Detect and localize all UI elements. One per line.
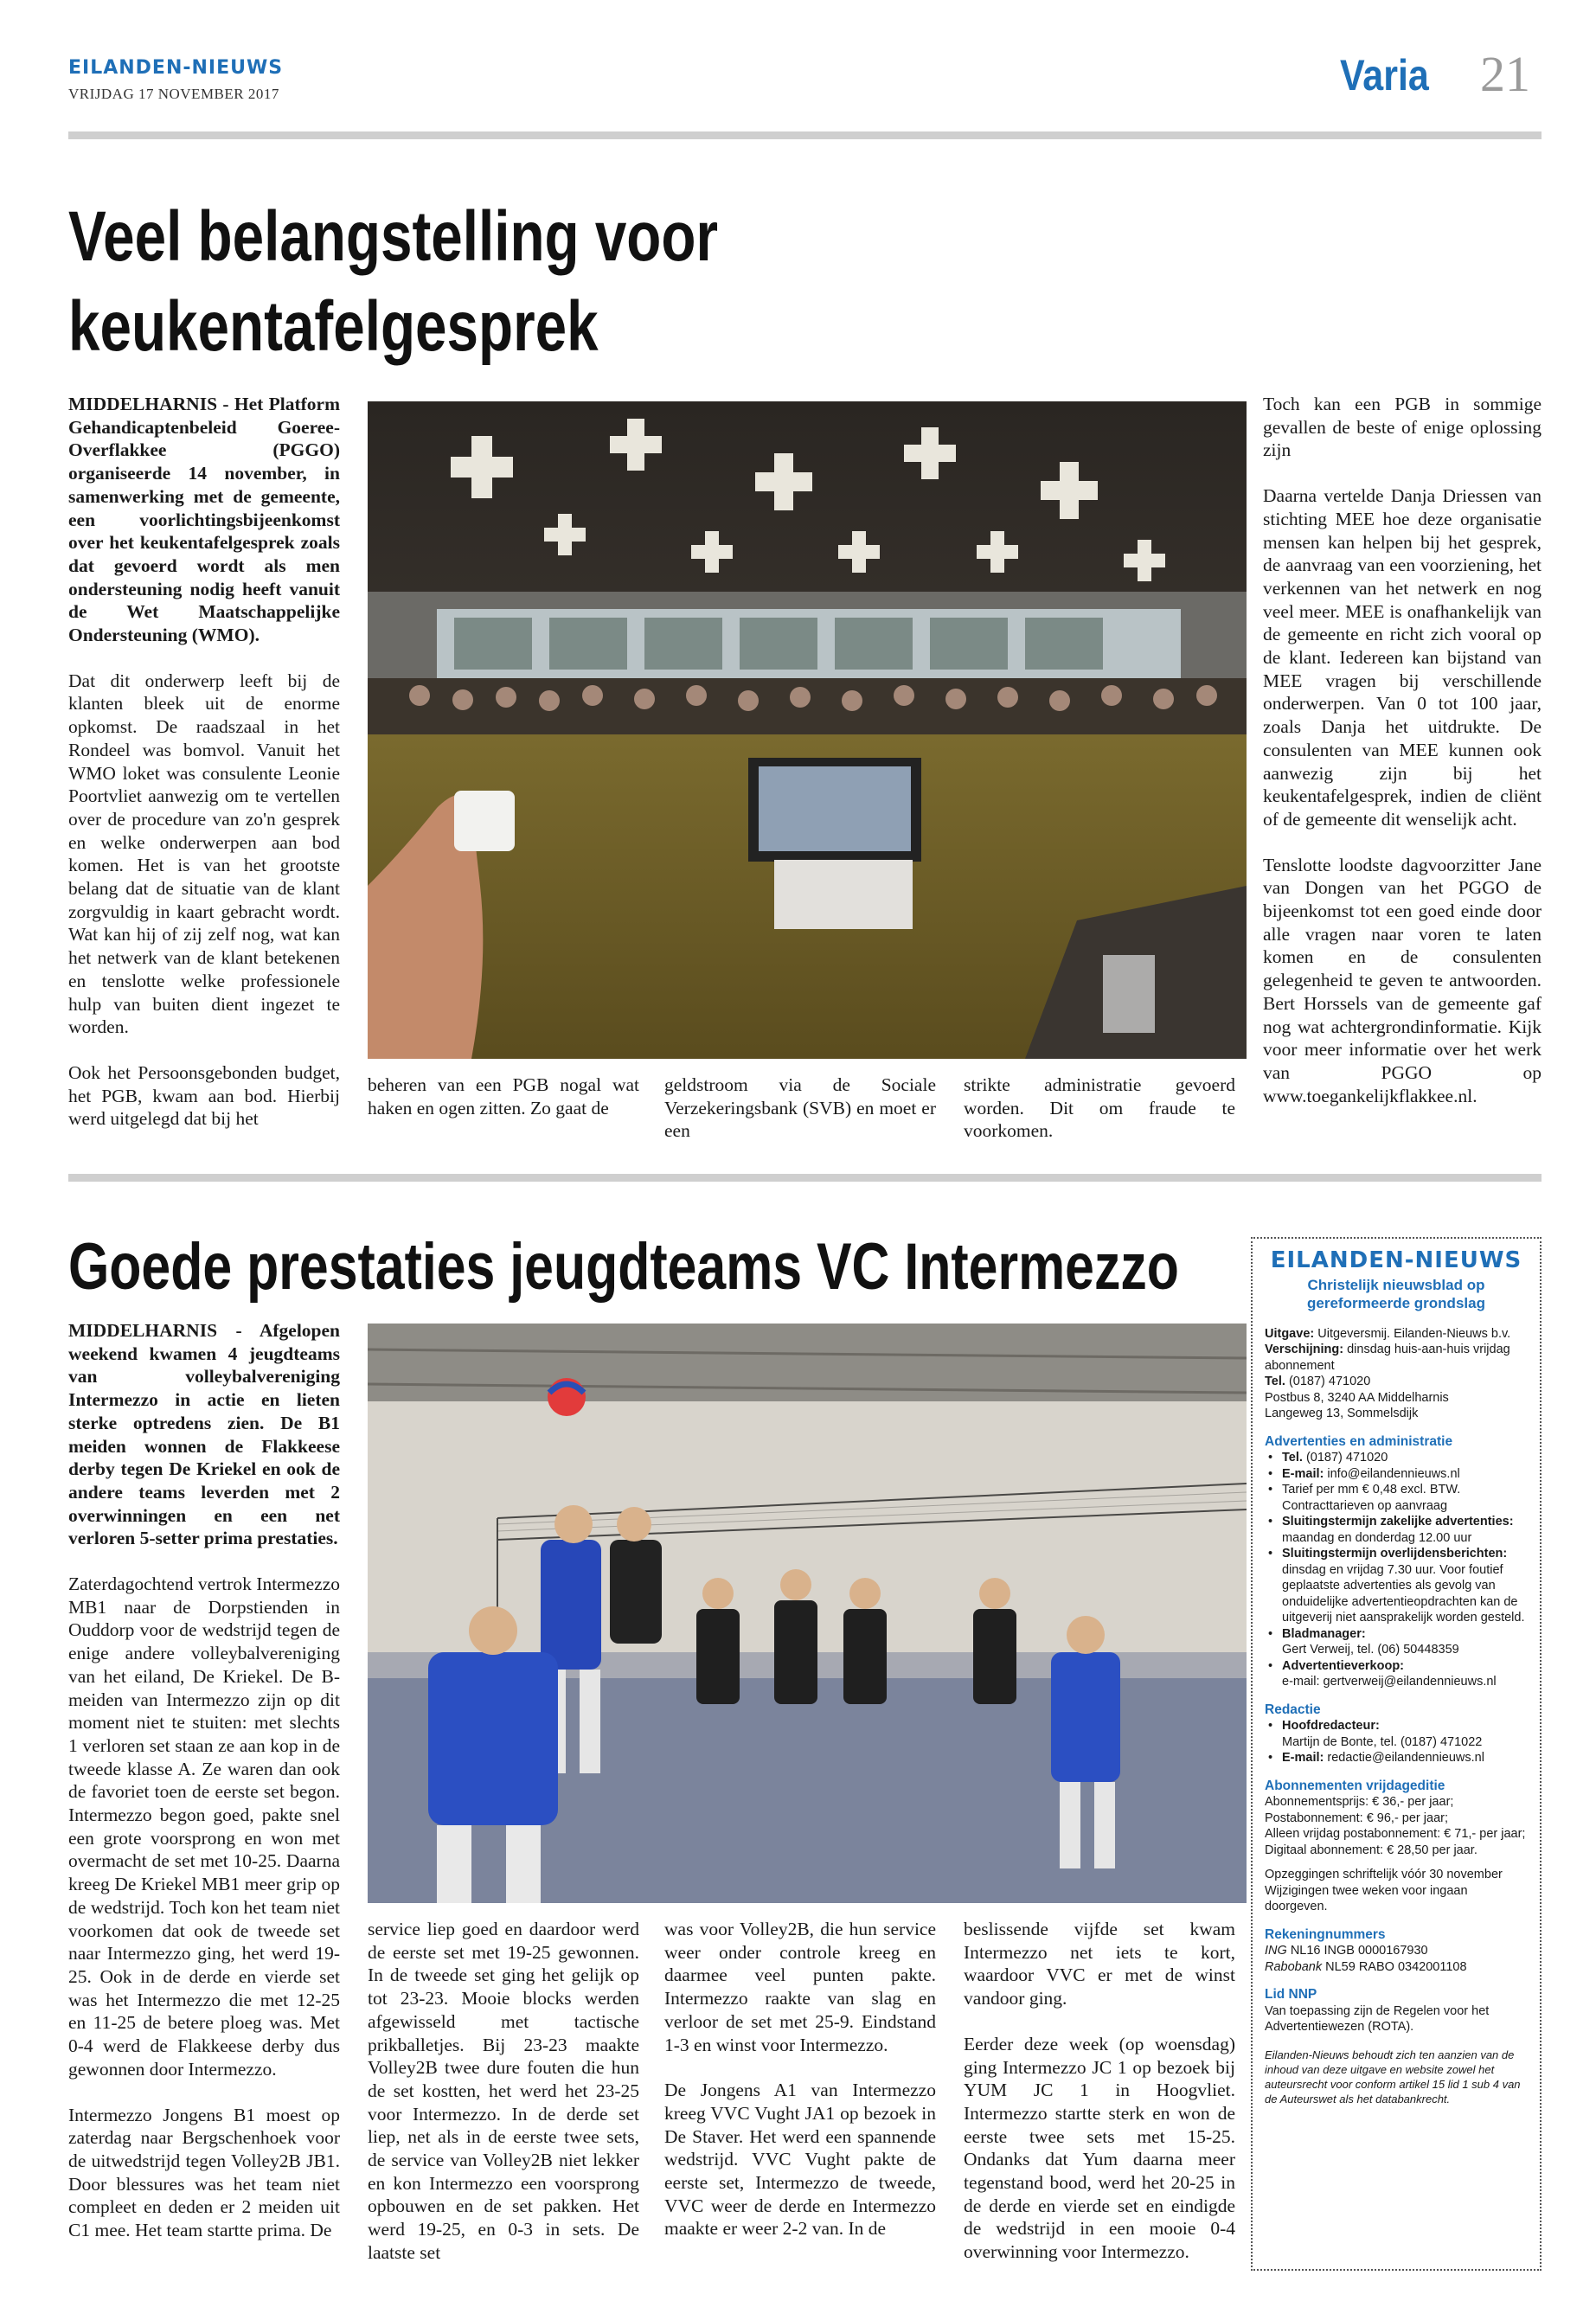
advertising-list [1265, 1450, 1528, 1690]
nnp-text: Van toepassing zijn de Regelen voor het Advertentiewezen (ROTA). [1265, 2003, 1490, 2034]
subscription-cancel: Opzeggingen schriftelijk vóór 30 november [1265, 1868, 1503, 1881]
article-separator [68, 1174, 1542, 1182]
article1-paragraph: Tenslotte loodste dagvoorzitter Jane van Dongen van het PGGO de bijeenkomst tot een goed einde door alle vragen naar voren te laten komen en de consulenten gelegenheid te geven te antwoorden. Bert Horssels van de gemeente gaf nog wat achtergrondinformatie. Kijk voor meer informatie over het werk van PGGO op www.toegankelijkflakkee.nl. [1263, 854, 1542, 1106]
subscription-price: Digitaal abonnement: € 28,50 per jaar. [1265, 1843, 1477, 1857]
nnp-heading: Lid NNP [1265, 1987, 1317, 2002]
article2-paragraph: De Jongens A1 van Intermezzo kreeg VVC Vught JA1 op bezoek in De Staver. Het werd een spannende wedstrijd. VVC Vught pakte de eerste set, Intermezzo de tweede, VVC weer de derde en Intermezzo maakte er weer 2-2 van. In de [664, 2080, 936, 2240]
article2-paragraph: beslissende vijfde set kwam Intermezzo net iets te kort, waardoor VVC er met de winst vandoor ging. [964, 1919, 1235, 2009]
advertising-tel: • Tel. (0187) 471020 [1265, 1450, 1528, 1466]
article1-paragraph: geldstroom via de Sociale Verzekeringsbank (SVB) en moet er een [664, 1074, 936, 1142]
ad-sales: • Advertentieverkoop: e-mail: gertverweij@eilandennieuws.nl [1265, 1658, 1528, 1690]
article1-paragraph: Ook het Persoonsgebonden budget, het PGB, kwam aan bod. Hierbij werd uitgelegd dat bij het [68, 1061, 340, 1130]
article2-lead: MIDDELHARNIS - Afgelopen weekend kwamen 4 jeugdteams van volleybalvereniging Intermezzo in actie en lieten sterke optredens zien. De B1 meiden wonnen de Flakkeese derby tegen De Kriekel en ook de andere teams leverden met 2 overwinningen en een net verloren 5-setter prima prestaties. [68, 1320, 340, 1549]
article2-col1 [68, 1319, 340, 2242]
article2-photo [368, 1324, 1247, 1903]
editorial-email: • E-mail: redactie@eilandennieuws.nl [1265, 1750, 1528, 1766]
colophon-address: Langeweg 13, Sommelsdijk [1265, 1407, 1419, 1420]
subscription-changes: Wijzigingen twee weken voor ingaan doorgeven. [1265, 1883, 1468, 1913]
article1-paragraph: strikte administratie gevoerd worden. Dit om fraude te voorkomen. [964, 1074, 1235, 1142]
article1-headline-line2: keukentafelgesprek [68, 287, 599, 366]
article1-col2 [368, 1074, 639, 1119]
article2-col3 [664, 1918, 936, 2240]
article1-paragraph: beheren van een PGB nogal wat haken en ogen zitten. Zo gaat de [368, 1074, 639, 1118]
page-number: 21 [1480, 46, 1530, 102]
copyright-note: Eilanden-Nieuws behoudt zich ten aanzien van de inhoud van deze uitgave en website zowel het auteursrecht voor conform artikel 15 lid 1 sub 4 van de Auteurswet als het databankrecht. [1265, 2048, 1521, 2106]
article2-paragraph: Intermezzo Jongens B1 moest op zaterdag naar Bergschenhoek voor de uitwedstrijd tegen Volley2B JB1. Door blessures was het team niet compleet en deden er 2 meiden uit C1 mee. Het team startte prima. De [68, 2104, 340, 2241]
bank-account-ing: ING NL16 INGB 0000167930 [1265, 1944, 1428, 1958]
article1-paragraph: Dat dit onderwerp leeft bij de klanten bleek uit de enorme opkomst. De raadszaal in het Rondeel was bomvol. Vanuit het WMO loket was consulente Leonie Poortvliet aanwezig om te vertellen over de procedure van zo'n gesprek en welke onderwerpen aan bod komen. Het is van het grootste belang dat de situatie van de klant zorgvuldig in kaart gebracht wordt. Wat kan hij of zij zelf nog, wat kan het netwerk van de klant betekenen en tenslotte welke professionele hulp van buiten dient ingezet te worden. [68, 670, 340, 1038]
header-rule [68, 131, 1542, 139]
article1-photo [368, 401, 1247, 1059]
article1-paragraph: Daarna vertelde Danja Driessen van stichting MEE hoe deze organisatie mensen kan helpen bij het gesprek, de aanvraag van een voorziening, het verkennen van het netwerk en nog veel meer. MEE is onafhankelijk van de gemeente en richt zich vooral op de klant. Iedereen kan bijstand van MEE vragen bij verschillende onderwerpen. Van 0 tot 100 jaar, zoals Danja het uitdrukte. De consulenten van MEE kunnen ook aanwezig zijn bij het keukentafelgesprek, indien de cliënt of de gemeente dit wenselijk acht. [1263, 485, 1542, 830]
colophon-uitgave: Uitgave: Uitgeversmij. Eilanden-Nieuws b.v. [1265, 1326, 1511, 1341]
colophon-logo: EILANDEN-NIEUWS [1270, 1247, 1522, 1273]
article1-col3 [664, 1074, 936, 1143]
subscription-price: Alleen vrijdag postabonnement: € 71,- per jaar; [1265, 1827, 1526, 1841]
colophon-postbus: Postbus 8, 3240 AA Middelharnis [1265, 1390, 1449, 1405]
advertising-rate: • Tarief per mm € 0,48 excl. BTW. Contracttarieven op aanvraag [1265, 1482, 1528, 1514]
article1-headline-line1: Veel belangstelling voor [68, 197, 718, 276]
article2-col2 [368, 1918, 639, 2265]
subscriptions-heading: Abonnementen vrijdageditie [1265, 1778, 1445, 1793]
deadline-obituaries: • Sluitingstermijn overlijdensberichten: dinsdag en vrijdag 7.30 uur. Voor foutief geplaatste advertenties als gevolg van onduidelijke advertentieopdrachten kan de uitgeverij niet aansprakelijk worden gesteld. [1265, 1546, 1528, 1626]
article2-headline: Goede prestaties jeugdteams VC Intermezzo [68, 1230, 1179, 1304]
volleyball-match-photo [368, 1324, 1247, 1903]
advertising-heading: Advertenties en administratie [1265, 1433, 1453, 1449]
article1-headline [68, 192, 718, 372]
colophon-box [1251, 1237, 1542, 2271]
colophon-subtitle: Christelijk nieuwsblad op gereformeerde grondslag [1307, 1276, 1485, 1311]
colophon-verschijning: Verschijning: dinsdag huis-aan-huis vrijdag abonnement [1265, 1343, 1510, 1373]
issue-date: VRIJDAG 17 NOVEMBER 2017 [68, 86, 279, 102]
article2-paragraph: Eerder deze week (op woensdag) ging Intermezzo JC 1 op bezoek bij YUM JC 1 in Hoogvliet. Intermezzo startte sterk en won de eerste twee sets met 15-25. Ondanks dat Yum daarna meer tegenstand bood, werd het 20-25 in de derde en vierde set en eindigde de wedstrijd in een mooie 0-4 overwinning voor Intermezzo. [964, 2033, 1235, 2263]
editorial-list [1265, 1718, 1528, 1766]
article1-col5 [1263, 393, 1542, 1107]
editorial-heading: Redactie [1265, 1702, 1321, 1717]
council-chamber-photo [368, 401, 1247, 1059]
deadline-business: • Sluitingstermijn zakelijke advertenties: maandag en donderdag 12.00 uur [1265, 1514, 1528, 1546]
article1-lead: MIDDELHARNIS - Het Platform Gehandicaptenbeleid Goeree-Overflakkee (PGGO) organiseerde 14 november, in samenwerking met de gemeente, een voorlichtingsbijeenkomst over het keukentafelgesprek zoals dat gevoerd wordt als men ondersteuning nodig heeft vanuit de Wet Maatschappelijke Ondersteuning (WMO). [68, 394, 340, 646]
bank-accounts-heading: Rekeningnummers [1265, 1926, 1386, 1942]
bank-account-rabo: Rabobank NL59 RABO 0342001108 [1265, 1959, 1467, 1974]
article1-paragraph: Toch kan een PGB in sommige gevallen de beste of enige oplossing zijn [1263, 394, 1542, 461]
article2-paragraph: service liep goed en daardoor werd de eerste set met 19-25 gewonnen. In de tweede set ging het gelijk op tot 23-23. Mooie blocks werden afgewisseld met tactische prikballetjes. Bij 23-23 maakte Volley2B twee dure fouten die hun de set kostten, het werd het 23-25 voor Intermezzo. In de derde set liep, net als in de eerste twee sets, de service van Volley2B niet lekker en kon Intermezzo een voorsprong opbouwen en de set pakken. Het werd 19-25, en 0-3 in sets. De laatste set [368, 1919, 639, 2263]
subscription-price: Abonnementsprijs: € 36,- per jaar; [1265, 1795, 1454, 1809]
section-label: Varia [1340, 51, 1429, 99]
article2-col4 [964, 1918, 1235, 2264]
editor-in-chief: • Hoofdredacteur: Martijn de Bonte, tel. (0187) 471022 [1265, 1718, 1528, 1750]
page-manager: • Bladmanager: Gert Verweij, tel. (06) 50448359 [1265, 1626, 1528, 1658]
subscription-price: Postabonnement: € 96,- per jaar; [1265, 1811, 1448, 1825]
colophon-tel: Tel. (0187) 471020 [1265, 1375, 1371, 1388]
article2-paragraph: Zaterdagochtend vertrok Intermezzo MB1 naar de Dorpstienden in Ouddorp voor de wedstrijd tegen de enige andere volleybalvereniging van het eiland, De Kriekel. De B-meiden van Intermezzo zijn op dit moment niet te stuiten: met slechts 1 verloren set staan ze aan kop in de tweede klasse A. Ze waren dan ook de favoriet toen de eerste set begon. Intermezzo begon goed, pakte snel een grote voorsprong en won met overmacht de set met 10-25. Daarna kreeg De Kriekel MB1 meer grip op de wedstrijd. Toch kon het team niet voorkomen dat ook de tweede set naar Intermezzo ging, het werd 19-25. Ook in de derde en vierde set was het Intermezzo die met 12-25 en 11-25 de betere ploeg was. Met 0-4 werd de Flakkeese derby dus gewonnen door Intermezzo. [68, 1574, 340, 2080]
article1-col1 [68, 393, 340, 1131]
masthead-logo: EILANDEN-NIEUWS [68, 57, 284, 79]
article2-paragraph: was voor Volley2B, die hun service weer onder controle kreeg en daarmee veel punten pakte. Intermezzo raakte van slag en verloor de set met 25-9. Eindstand 1-3 en winst voor Intermezzo. [664, 1919, 936, 2055]
article1-col4 [964, 1074, 1235, 1143]
advertising-email: • E-mail: info@eilandennieuws.nl [1265, 1466, 1528, 1483]
